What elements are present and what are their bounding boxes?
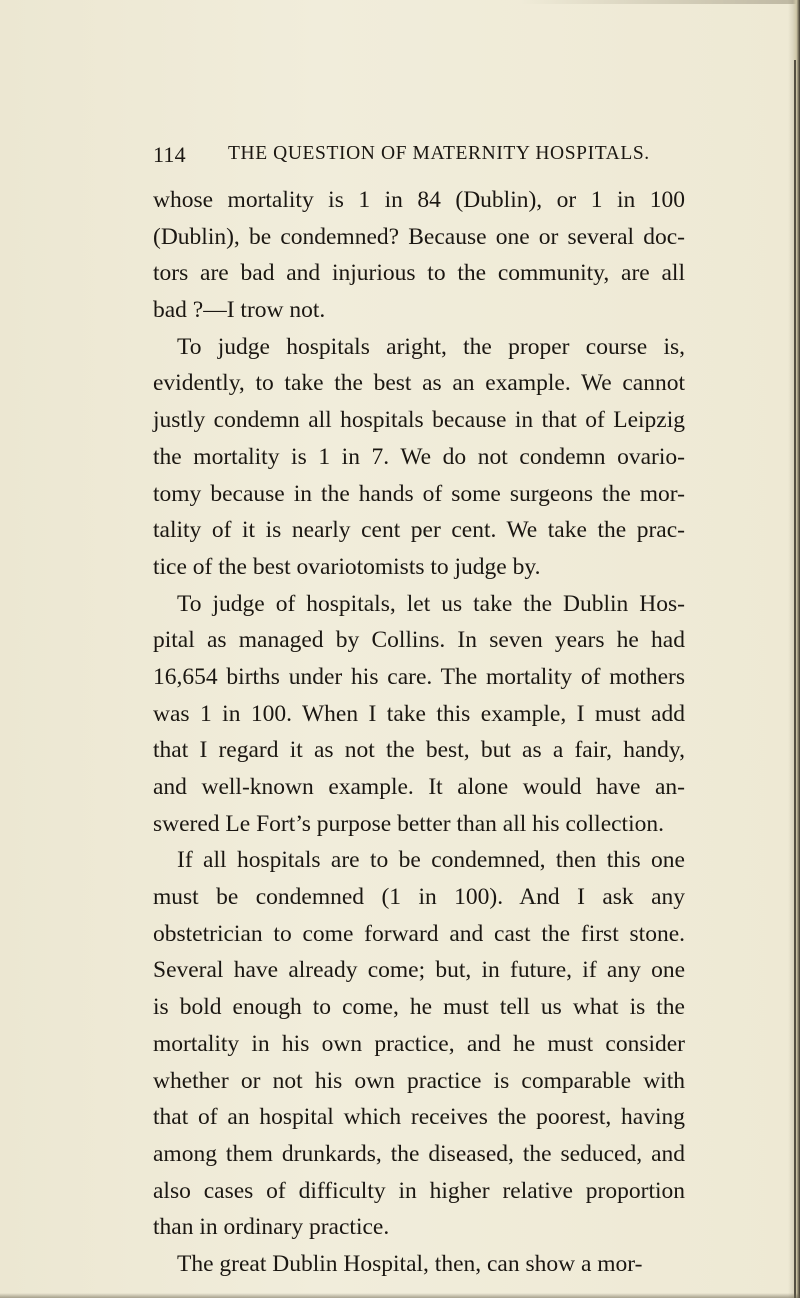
text-line: pital as managed by Collins. In seven years he had bbox=[153, 627, 685, 654]
text-line: whether or not his own practice is comparable with bbox=[153, 1067, 685, 1094]
text-line: Several have already come; but, in future, if any one bbox=[153, 957, 685, 984]
page-bottom-edge bbox=[0, 1293, 800, 1298]
text-line: must be condemned (1 in 100). And I ask any bbox=[153, 884, 685, 911]
text-line: evidently, to take the best as an example. We cannot bbox=[153, 370, 685, 397]
page-top-edge bbox=[520, 0, 800, 4]
text-line: was 1 in 100. When I take this example, I must add bbox=[153, 700, 685, 727]
body-text bbox=[153, 182, 685, 1283]
running-head: THE QUESTION OF MATERNITY HOSPITALS. bbox=[228, 143, 650, 164]
text-line: The great Dublin Hospital, then, can show a mor- bbox=[177, 1250, 643, 1277]
text-line: the mortality is 1 in 7. We do not condemn ovario- bbox=[153, 443, 685, 470]
text-line: 16,654 births under his care. The mortality of mothers bbox=[153, 663, 685, 690]
text-line: than in ordinary practice. bbox=[153, 1214, 390, 1241]
page-header bbox=[153, 142, 673, 172]
text-line: tors are bad and injurious to the community, are all bbox=[153, 260, 685, 287]
page-number: 114 bbox=[153, 142, 186, 167]
text-line: tality of it is nearly cent per cent. We take the prac- bbox=[153, 517, 685, 544]
text-line: If all hospitals are to be condemned, then this one bbox=[177, 847, 685, 874]
text-line: To judge hospitals aright, the proper course is, bbox=[177, 333, 685, 360]
text-line: justly condemn all hospitals because in that of Leipzig bbox=[153, 407, 685, 434]
text-line: swered Le Fort’s purpose better than all his collection. bbox=[153, 810, 664, 837]
text-line: mortality in his own practice, and he must consider bbox=[153, 1030, 685, 1057]
text-line: whose mortality is 1 in 84 (Dublin), or 1 in 100 bbox=[153, 187, 685, 213]
text-line: tice of the best ovariotomists to judge by. bbox=[153, 553, 541, 580]
text-line: among them drunkards, the diseased, the seduced, and bbox=[153, 1140, 685, 1167]
text-line: To judge of hospitals, let us take the Dublin Hos- bbox=[177, 590, 685, 617]
text-line: also cases of difficulty in higher relative proportion bbox=[153, 1177, 685, 1204]
text-line: and well-known example. It alone would have an- bbox=[153, 774, 685, 800]
text-line: tomy because in the hands of some surgeons the mor- bbox=[153, 480, 685, 507]
text-line: that I regard it as not the best, but as a fair, handy, bbox=[153, 737, 685, 764]
text-line: is bold enough to come, he must tell us what is the bbox=[153, 994, 685, 1021]
binding-shadow-line bbox=[794, 60, 796, 1298]
text-line: that of an hospital which receives the poorest, having bbox=[153, 1104, 685, 1131]
text-line: bad ?—I trow not. bbox=[153, 297, 326, 324]
text-line: obstetrician to come forward and cast the first stone. bbox=[153, 920, 685, 947]
text-line: (Dublin), be condemned? Because one or several doc- bbox=[153, 223, 685, 250]
